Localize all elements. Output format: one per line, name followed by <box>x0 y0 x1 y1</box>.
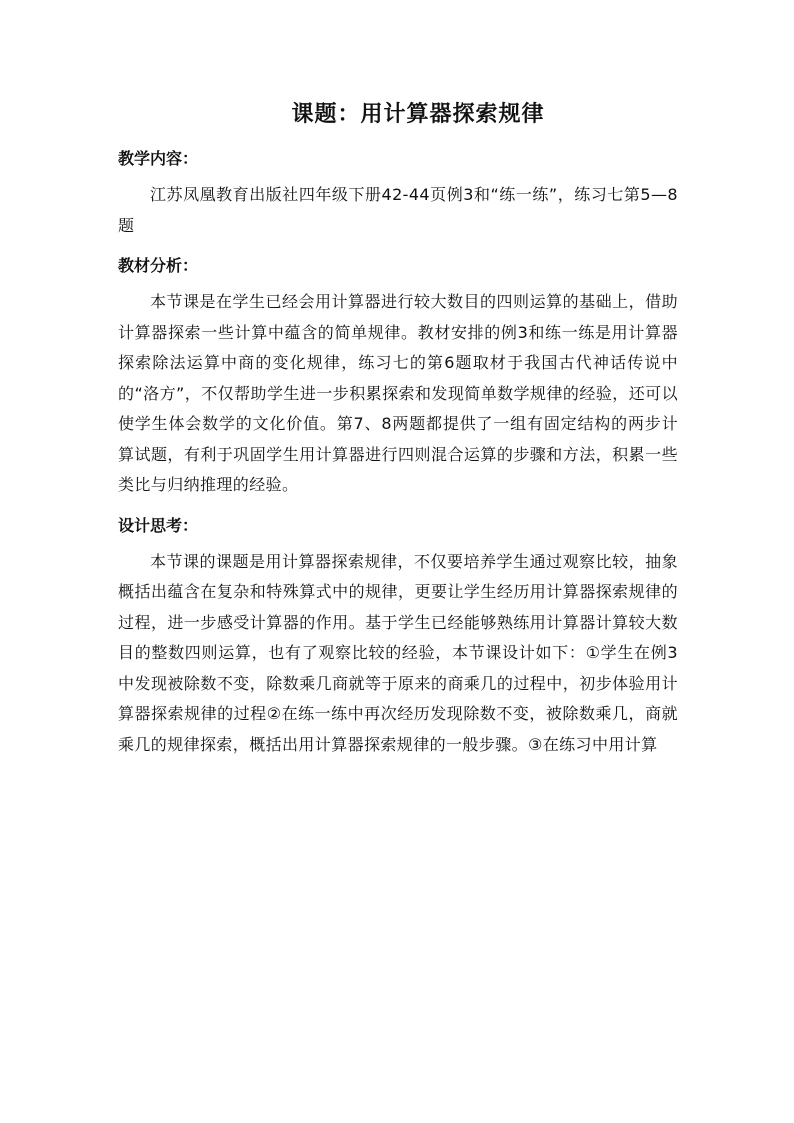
section-heading-design-thinking: 设计思考： <box>118 515 199 535</box>
section-design-thinking <box>118 515 678 761</box>
document-page <box>118 100 678 770</box>
section-paragraph-material-analysis: 本节课是在学生已经会用计算器进行较大数目的四则运算的基础上，借助计算器探索一些计算中蕴含的简单规律。教材安排的例3和练一练是用计算器探索除法运算中商的变化规律，练习七的第6题取材于我国古代神话传说中的“洛方”，不仅帮助学生进一步积累探索和发现简单数学规律的经验，还可以使学生体会数学的文化价值。第7、8两题都提供了一组有固定结构的两步计算试题，有利于巩固学生用计算器进行四则混合运算的步骤和方法，积累一些类比与归纳推理的经验。 <box>118 292 678 494</box>
document-title: 课题：用计算器探索规律 <box>291 102 545 127</box>
section-heading-material-analysis: 教材分析： <box>118 256 199 275</box>
section-paragraph-design-thinking: 本节课的课题是用计算器探索规律，不仅要培养学生通过观察比较，抽象概括出蕴含在复杂和特殊算式中的规律，更要让学生经历用计算器探索规律的过程，进一步感受计算器的作用。基于学生已经能够熟练用计算器计算较大数目的整数四则运算，也有了观察比较的经验，本节课设计如下：①学生在例3中发现被除数不变，除数乘几商就等于原来的商乘几的过程中，初步体验用计算器探索规律的过程②在练一练中再次经历发现除数不变，被除数乘几，商就乘几的规律探索，概括出用计算器探索规律的一般步骤。③在练习中用计算 <box>118 551 678 754</box>
section-paragraph-teaching-content: 江苏凤凰教育出版社四年级下册42-44页例3和“练一练”，练习七第5—8题 <box>118 185 678 235</box>
section-teaching-content <box>118 148 678 241</box>
section-heading-teaching-content: 教学内容： <box>118 149 199 168</box>
section-material-analysis <box>118 255 678 501</box>
